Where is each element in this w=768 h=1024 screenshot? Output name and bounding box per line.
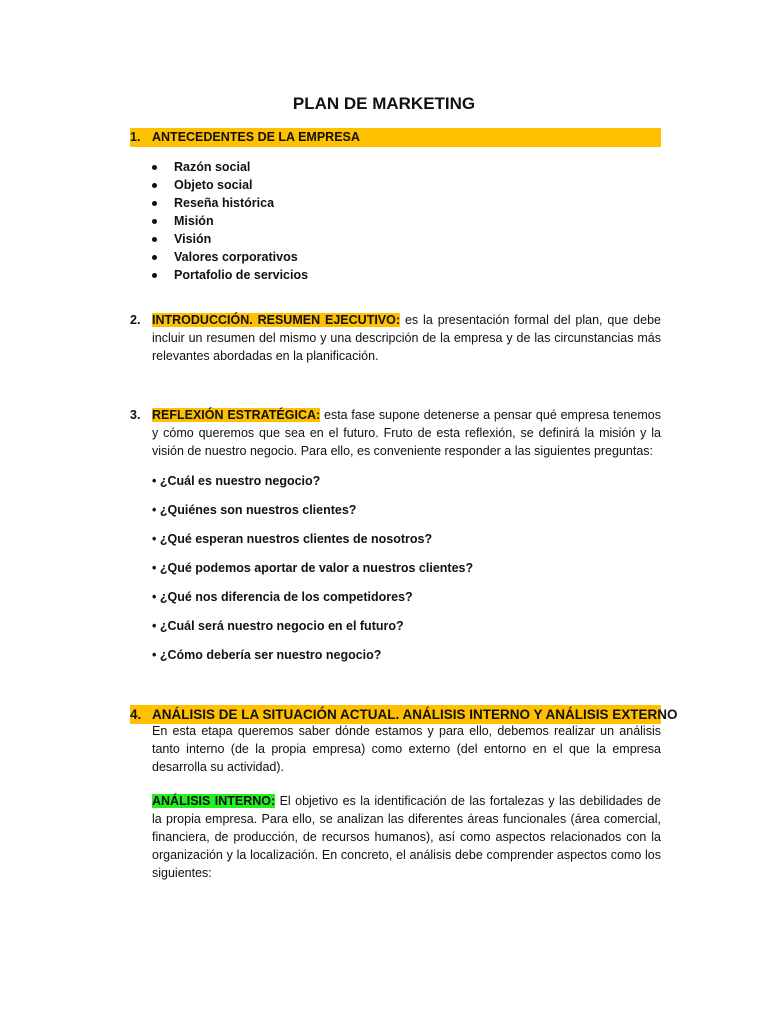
bullet-icon bbox=[152, 165, 157, 170]
section-3-number: 3. bbox=[130, 408, 141, 422]
list-item-text: Valores corporativos bbox=[174, 250, 298, 264]
list-item bbox=[152, 266, 308, 284]
list-item bbox=[152, 212, 308, 230]
list-item-text: Razón social bbox=[174, 160, 251, 174]
question-item: • ¿Cuál será nuestro negocio en el futuro? bbox=[152, 619, 404, 633]
list-item bbox=[152, 194, 308, 212]
bullet-icon bbox=[152, 255, 157, 260]
section-4-number: 4. bbox=[130, 707, 142, 722]
section-2 bbox=[130, 311, 661, 365]
question-item: • ¿Qué esperan nuestros clientes de nosotros? bbox=[152, 532, 433, 546]
section-2-text: es la presentación formal del plan, que debe incluir un resumen del mismo y una descripción de la empresa y de las circunstancias más relevantes abordadas en la planificación. bbox=[152, 313, 661, 363]
bullet-icon bbox=[152, 273, 157, 278]
internal-analysis-paragraph bbox=[152, 792, 661, 882]
list-item bbox=[152, 176, 308, 194]
internal-analysis-text: El objetivo es la identificación de las fortalezas y las debilidades de la propia empresa. Para ello, se analizan las diferentes áreas funcionales (área comercial, financiera, de producción, de recursos humanos), así como aspectos relacionados con la organización y la localización. En concreto, el análisis debe comprender aspectos como los siguientes: bbox=[152, 794, 661, 880]
section-4-intro: En esta etapa queremos saber dónde estamos y para ello, debemos realizar un análisis tanto interno (de la propia empresa) como externo (del entorno en el que la empresa desarrolla su actividad). bbox=[152, 724, 661, 774]
list-item-text: Misión bbox=[174, 214, 214, 228]
internal-analysis-label: ANÁLISIS INTERNO: bbox=[152, 794, 276, 808]
bullet-icon bbox=[152, 219, 157, 224]
section-1-heading-text: ANTECEDENTES DE LA EMPRESA bbox=[152, 130, 360, 144]
list-item bbox=[152, 230, 308, 248]
section-3 bbox=[130, 406, 661, 460]
question-item: • ¿Cuál es nuestro negocio? bbox=[152, 474, 321, 488]
section-1-number: 1. bbox=[130, 130, 141, 144]
section-4-heading-text: ANÁLISIS DE LA SITUACIÓN ACTUAL. ANÁLISIS INTERNO Y ANÁLISIS EXTERNO bbox=[152, 707, 678, 722]
question-item: • ¿Quiénes son nuestros clientes? bbox=[152, 503, 357, 517]
question-item: • ¿Qué nos diferencia de los competidores? bbox=[152, 590, 413, 604]
list-item bbox=[152, 248, 308, 266]
list-item bbox=[152, 158, 308, 176]
section-2-number: 2. bbox=[130, 313, 141, 327]
bullet-icon bbox=[152, 237, 157, 242]
section-3-body bbox=[152, 406, 661, 460]
section-3-label: REFLEXIÓN ESTRATÉGICA: bbox=[152, 408, 321, 422]
bullet-icon bbox=[152, 183, 157, 188]
list-item-text: Reseña histórica bbox=[174, 196, 275, 210]
question-item: • ¿Cómo debería ser nuestro negocio? bbox=[152, 648, 382, 662]
section-2-body bbox=[152, 311, 661, 365]
bullet-icon bbox=[152, 201, 157, 206]
section-1-list bbox=[152, 158, 308, 284]
section-3-text: esta fase supone detenerse a pensar qué empresa tenemos y cómo queremos que sea en el futuro. Fruto de esta reflexión, se definirá la misión y la visión de nuestro negocio. Para ello, es conveniente responder a las siguientes preguntas: bbox=[152, 408, 661, 458]
list-item-text: Portafolio de servicios bbox=[174, 268, 309, 282]
section-1-heading bbox=[130, 128, 661, 147]
question-item: • ¿Qué podemos aportar de valor a nuestros clientes? bbox=[152, 561, 474, 575]
list-item-text: Objeto social bbox=[174, 178, 253, 192]
document-title: PLAN DE MARKETING bbox=[292, 94, 476, 113]
list-item-text: Visión bbox=[174, 232, 212, 246]
section-2-label: INTRODUCCIÓN. RESUMEN EJECUTIVO: bbox=[152, 313, 401, 327]
